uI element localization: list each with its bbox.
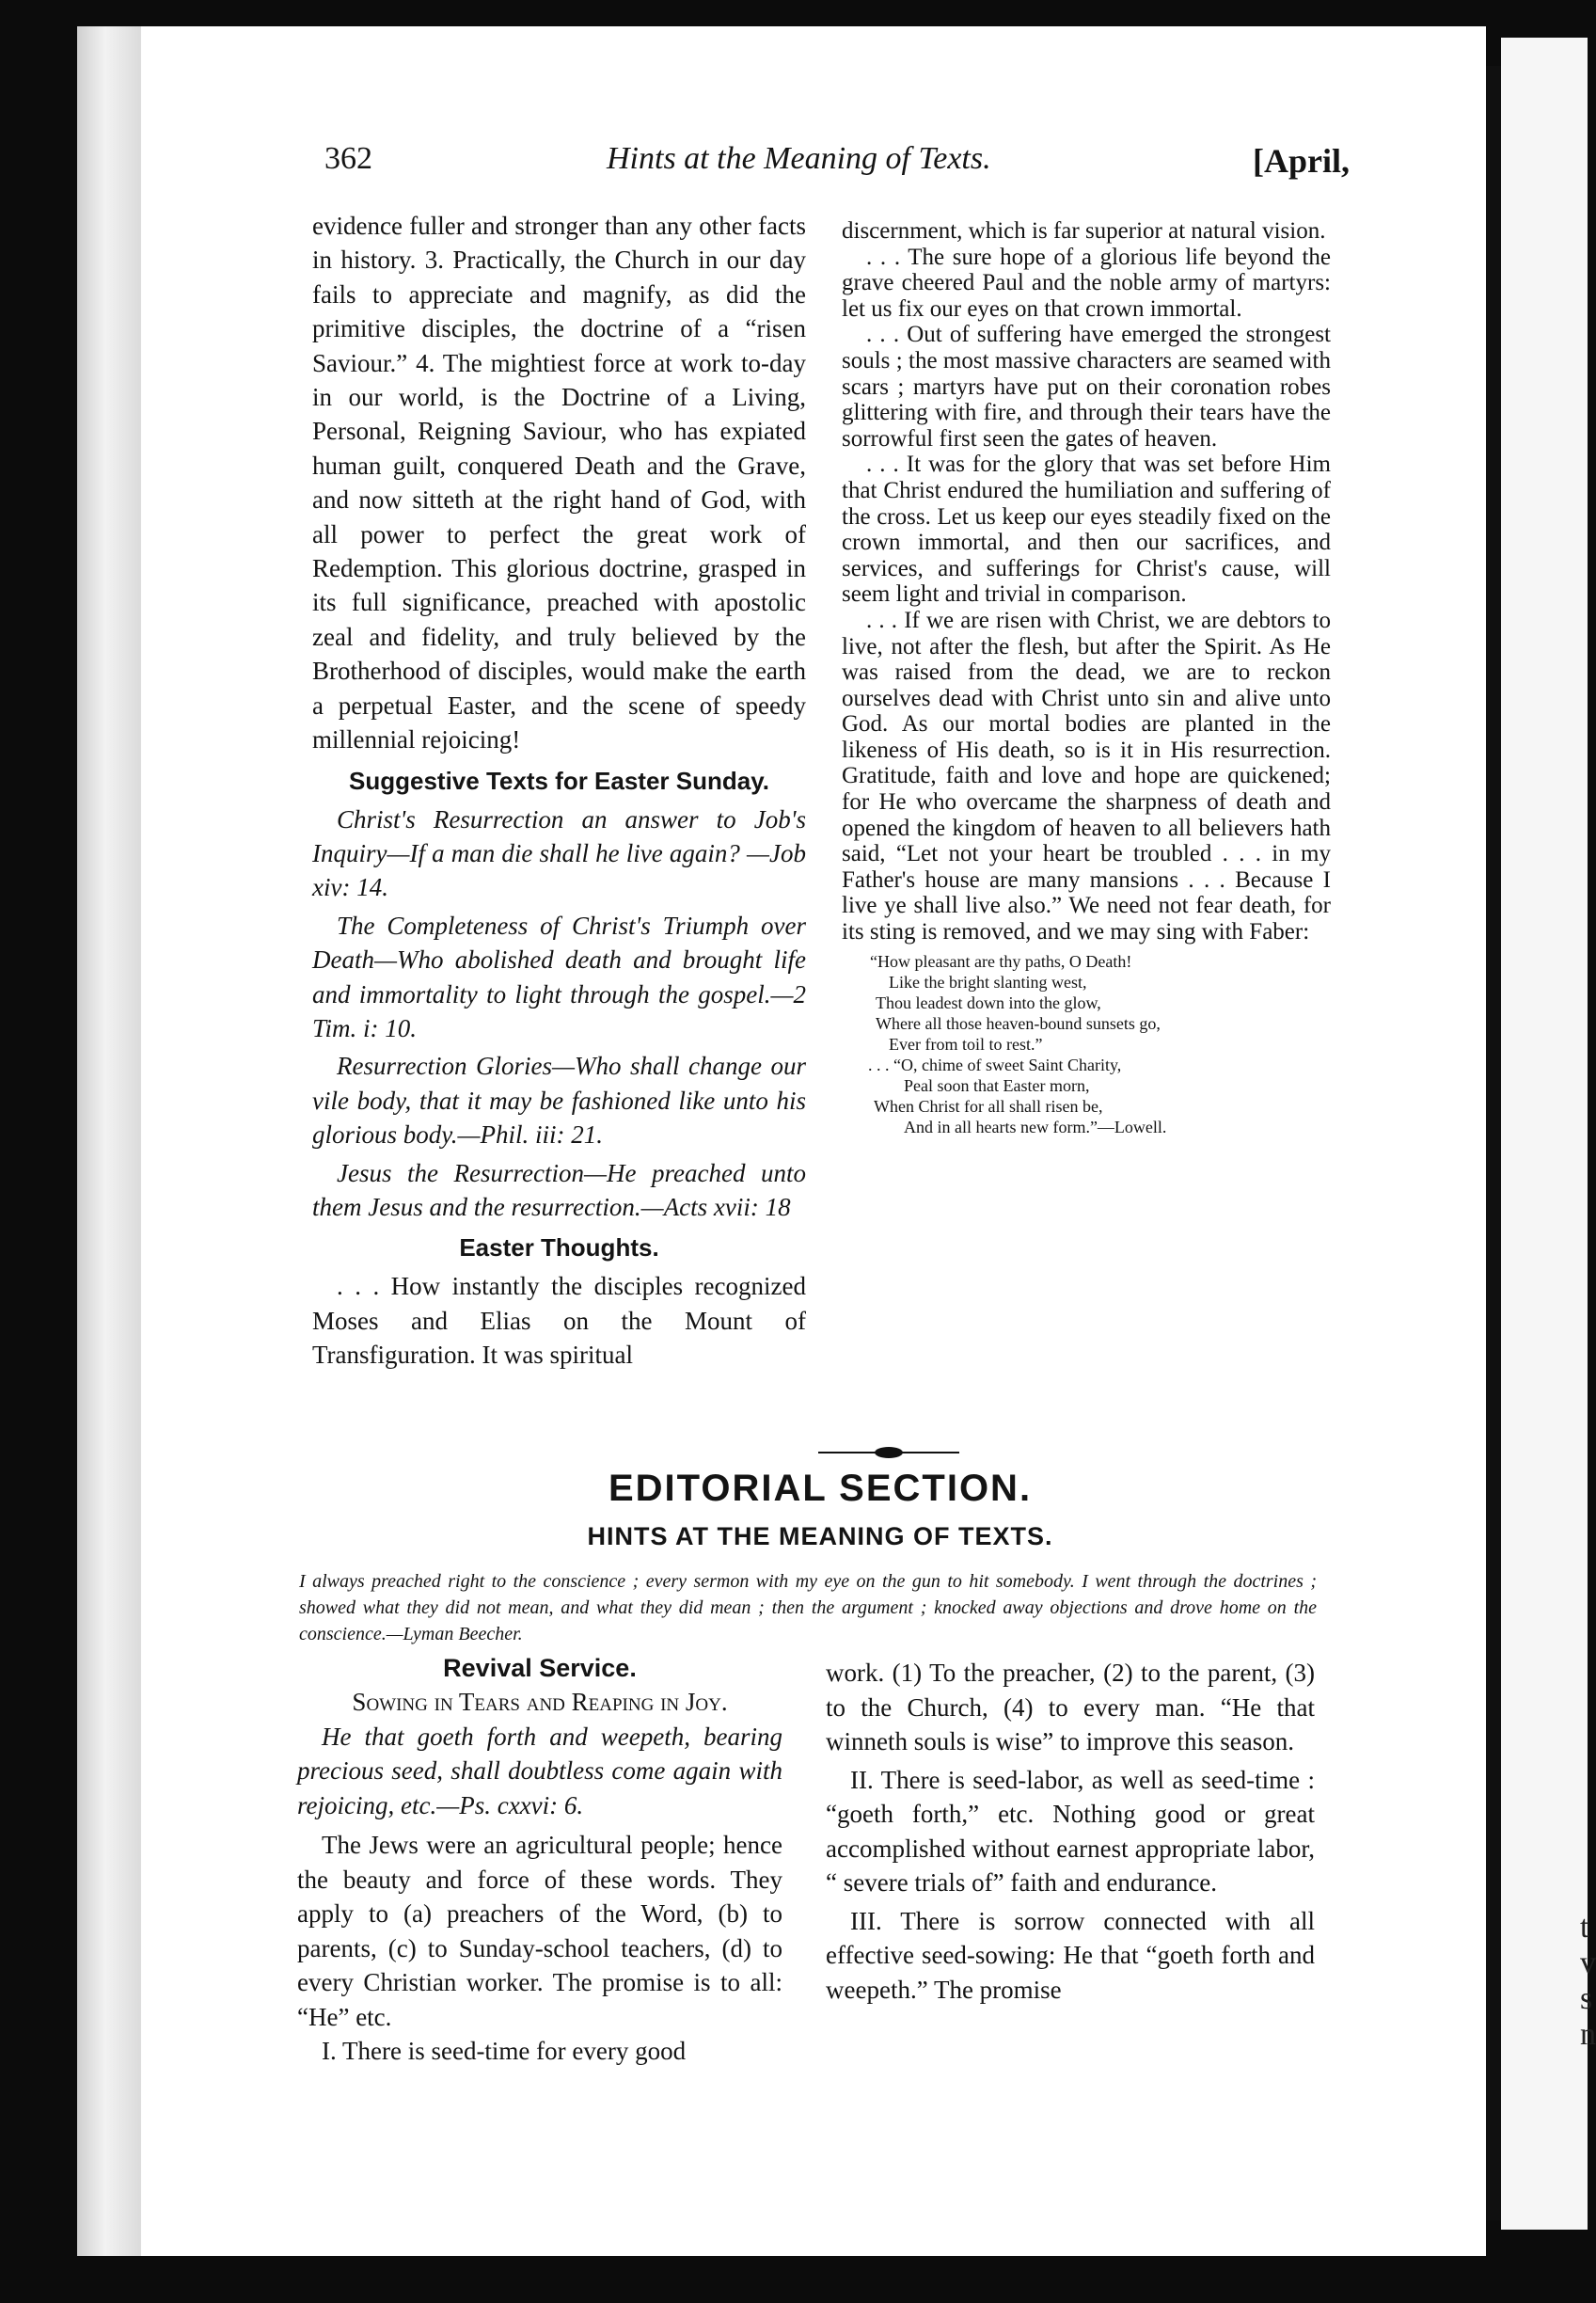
revival-service-heading: Revival Service. (443, 1654, 637, 1682)
adjacent-page (1501, 38, 1596, 2230)
easter-thoughts-heading: Easter Thoughts. (459, 1233, 659, 1263)
revival-left-column (297, 1651, 782, 2069)
poem-line: Peal soon that Easter morn, (904, 1075, 1090, 1095)
revival-right-column (826, 1656, 1315, 2007)
revival-paragraph: work. (1) To the preacher, (2) to the parent, (3) to the Church, (4) to every man. “He that winneth souls is wise” to improve this season. (826, 1659, 1315, 1755)
revival-paragraph: I. There is seed-time for every good (322, 2037, 687, 2065)
book-gutter (1486, 66, 1501, 2220)
page-number: 362 (324, 141, 372, 176)
adjacent-page-fragment: v (1580, 1946, 1596, 1980)
divider-ornament (875, 1447, 903, 1458)
revival-paragraph: The Jews were an agricultural people; hence the beauty and force of these words. They apply to (a) preachers of the Word, (b) to parents, (c) to Sunday-school teachers, (d) to every Christian worker. The promise is to all: “He” etc. (297, 1831, 782, 2031)
editorial-section-title: EDITORIAL SECTION. (608, 1468, 1033, 1509)
adjacent-page-fragment: s (1580, 1981, 1593, 2016)
revival-text: He that goeth forth and weepeth, bearing precious seed, shall doubtless come again with rejoicing, etc.—Ps. cxxvi: 6. (297, 1722, 782, 1819)
month-label: [April, (1253, 142, 1350, 180)
adjacent-page-fragment: n (1580, 2017, 1596, 2052)
easter-thought: . . . Out of suffering have emerged the strongest souls ; the most massive characters are seamed with scars ; martyrs have put on their coronation robes glittering with fire, and through their tears have the sorrowful first seen the gates of heaven. (842, 322, 1331, 452)
right-column (842, 218, 1331, 1137)
beecher-epigraph: I always preached right to the conscience ; every sermon with my eye on the gun to hit somebody. I went through the doctrines ; showed what they did not mean, and what they did mean ; then the argument ; knocked away objections and drove home on the conscience.—Lyman Beecher. (299, 1571, 1317, 1644)
poem-line: Where all those heaven-bound sunsets go, (876, 1013, 1161, 1033)
adjacent-page-fragment: t (1580, 1910, 1589, 1945)
easter-thought: . . . It was for the glory that was set before Him that Christ endured the humiliation and suffering of the cross. Let us keep our eyes steadily fixed on the crown immortal, and then our sacrifices, and services, and sufferings for Christ's cause, will seem light and trivial in comparison. (842, 452, 1331, 608)
suggestive-texts-heading: Suggestive Texts for Easter Sunday. (349, 766, 769, 795)
suggestive-text: Christ's Resurrection an answer to Job's Inquiry—If a man die shall he live again? —Job xiv: 14. (312, 804, 806, 902)
easter-thought: discernment, which is far superior at natural vision. (842, 218, 1326, 244)
section-divider (818, 1449, 959, 1456)
left-column (312, 209, 806, 1373)
running-title: Hints at the Meaning of Texts. (607, 141, 991, 176)
poem-quotation (842, 951, 1331, 1137)
easter-thought: . . . How instantly the disciples recognized Moses and Elias on the Mount of Transfiguration. It was spiritual (312, 1272, 806, 1370)
poem-line: When Christ for all shall risen be, (874, 1096, 1103, 1116)
suggestive-text: The Completeness of Christ's Triumph over Death—Who abolished death and brought life and immortality to light through the gospel.—2 Tim. i: 10. (312, 911, 806, 1042)
revival-subtitle: Sowing in Tears and Reaping in Joy. (352, 1688, 728, 1716)
easter-thought: . . . The sure hope of a glorious life beyond the grave cheered Paul and the noble army of martyrs: let us fix our eyes on that crown immortal. (842, 244, 1331, 322)
page-header (324, 132, 1350, 198)
easter-thought: . . . If we are risen with Christ, we are debtors to live, not after the flesh, but after the Spirit. As He was raised from the dead, we are to reckon ourselves dead with Christ unto sin and alive unto God. As our mortal bodies are planted in the likeness of His death, so is it in His resurrection. Gratitude, faith and love and hope are quickened; for He who overcame the sharpness of death and opened the kingdom of heaven to all believers hath said, “Let not your heart be troubled . . . in my Father's house are many mansions . . . Because I live ye shall live also.” We need not fear death, for its sting is removed, and we may sing with Faber: (842, 607, 1331, 945)
poem-line: . . . “O, chime of sweet Saint Charity, (868, 1055, 1122, 1074)
suggestive-text: Jesus the Resurrection—He preached unto them Jesus and the resurrection.—Acts xvii: 18 (312, 1158, 806, 1221)
poem-line: Like the bright slanting west, (889, 972, 1087, 992)
hints-section-title: HINTS AT THE MEANING OF TEXTS. (587, 1522, 1053, 1550)
suggestive-text: Resurrection Glories—Who shall change our vile body, that it may be fashioned like unto his glorious body.—Phil. iii: 21. (312, 1052, 806, 1150)
poem-line: Ever from toil to rest.” (889, 1034, 1043, 1054)
poem-line: And in all hearts new form.”—Lowell. (904, 1117, 1167, 1136)
poem-line: “How pleasant are thy paths, O Death! (870, 951, 1132, 971)
closing-paragraph: evidence fuller and stronger than any other facts in history. 3. Practically, the Church in our day fails to appreciate and magnify, as did the primitive disciples, the doctrine of a “risen Saviour.” 4. The mightiest force at work to-day in our world, is the Doctrine of a Living, Personal, Reigning Saviour, who has expiated human guilt, conquered Death and the Grave, and now sitteth at the right hand of God, with all power to perfect the great work of Redemption. This glorious doctrine, grasped in its full significance, preached with apostolic zeal and fidelity, and truly believed by the Brotherhood of disciples, would make the earth a perpetual Easter, and the scene of speedy millennial rejoicing! (312, 212, 806, 754)
poem-line: Thou leadest down into the glow, (876, 993, 1101, 1012)
revival-paragraph: III. There is sorrow connected with all effective seed-sowing: He that “goeth forth and weepeth.” The promise (826, 1906, 1315, 2004)
revival-paragraph: II. There is seed-labor, as well as seed-time : “goeth forth,” etc. Nothing good or great accomplished without earnest appropriate labor, “ severe trials of” faith and endurance. (826, 1765, 1315, 1897)
